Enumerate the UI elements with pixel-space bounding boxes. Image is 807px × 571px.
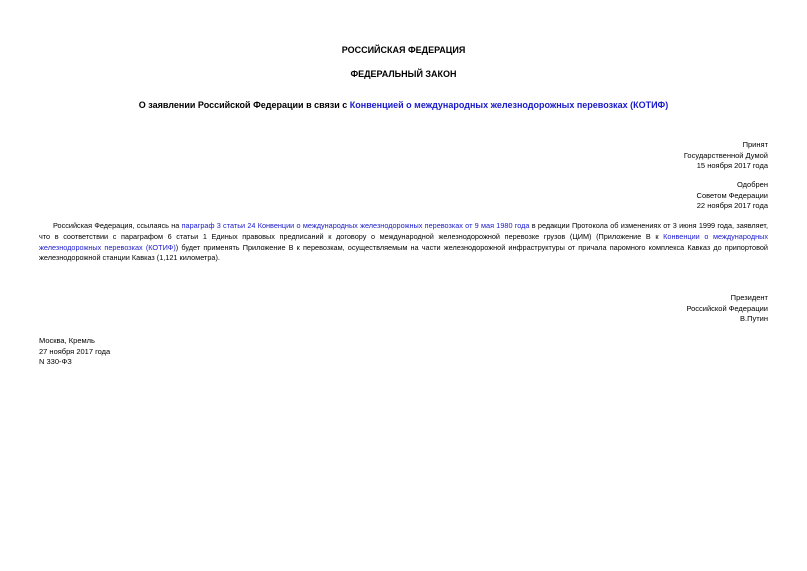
law-title (0, 100, 807, 111)
paragraph-text-2: в редакции Протокола об изменениях от 3 июня 1999 года, заявляет, что в соответствии с параграфом 6 статьи 1 Единых правовых предписаний к договору о международной железнодорожной перевозке грузов (ЦИМ) (Приложение В к (39, 221, 768, 241)
law-title-prefix: О заявлении Российской Федерации в связи с (138, 100, 350, 110)
approved-date: 22 ноября 2017 года (696, 201, 768, 210)
country-heading: РОССИЙСКАЯ ФЕДЕРАЦИЯ (341, 45, 466, 55)
approved-label: Одобрен (737, 180, 768, 189)
signature-name: В.Путин (740, 314, 768, 323)
cotif-link[interactable]: Конвенции о международных железнодорожных перевозках (КОТИФ) (39, 231, 768, 252)
doc-type-heading: ФЕДЕРАЛЬНЫЙ ЗАКОН (350, 69, 457, 79)
signature-block (686, 293, 768, 325)
place-date-block (39, 336, 110, 368)
sign-date: 27 ноября 2017 года (39, 346, 111, 356)
paragraph-text-1: Российская Федерация, ссылаясь на (53, 221, 182, 230)
adopted-block (684, 140, 768, 172)
convention-article-link[interactable]: параграф 3 статьи 24 Конвенции о международных железнодорожных перевозках от 9 мая 1980 года (181, 221, 530, 230)
signature-country: Российской Федерации (686, 303, 768, 313)
approved-block (697, 180, 768, 212)
adopted-date: 15 ноября 2017 года (696, 161, 768, 170)
place: Москва, Кремль (39, 336, 95, 345)
adopted-body: Государственной Думой (683, 150, 768, 160)
law-number: N 330-ФЗ (39, 357, 72, 366)
signature-title: Президент (730, 293, 768, 302)
approved-body: Советом Федерации (696, 190, 768, 200)
main-paragraph (39, 221, 768, 264)
paragraph-text-3: ) будет применять Приложение В к перевозкам, осуществляемым на части железнодорожной инфраструктуры от причала паромного комплекса Кавказ до припортовой железнодорожной станции Кавказ (1,121 километра). (39, 242, 768, 263)
adopted-label: Принят (742, 140, 768, 149)
cotif-title-link[interactable]: Конвенцией о международных железнодорожных перевозках (КОТИФ) (349, 100, 669, 110)
